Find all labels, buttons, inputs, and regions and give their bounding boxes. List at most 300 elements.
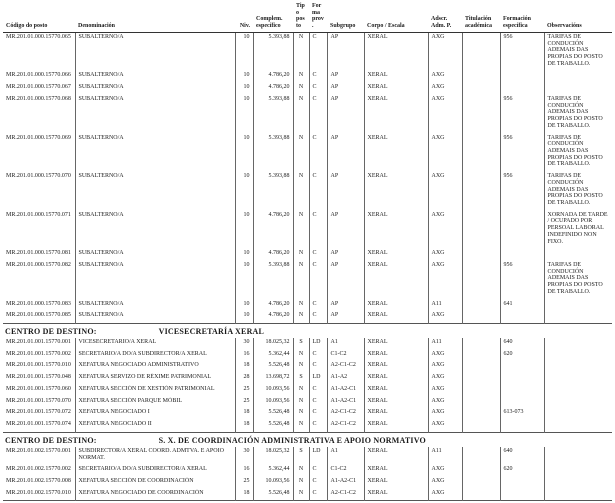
cell-formacion: 620 [500, 465, 544, 477]
cell-niv: 10 [235, 33, 253, 72]
cell-codigo: MR.201.01.000.15770.069 [6, 134, 71, 141]
table-row [3, 361, 612, 373]
cell-complem: 5.526,48 [253, 420, 293, 432]
cell-formacion [500, 249, 544, 261]
cell-subgrupo: A1-A2-C1 [327, 477, 364, 489]
cell-tipo: S [293, 338, 309, 350]
table-row [3, 338, 612, 350]
cell-titulacion [462, 249, 500, 261]
cell-forma: C [309, 408, 327, 420]
cell-codigo: MR.201.01.001.15770.070 [6, 397, 71, 404]
cell-niv: 18 [235, 420, 253, 432]
cell-subgrupo: A1 [327, 447, 364, 465]
cell-codigo: MR.201.01.000.15770.083 [6, 300, 71, 307]
cell-complem: 5.393,88 [253, 134, 293, 173]
cell-niv: 10 [235, 95, 253, 134]
cell-codigo: MR.201.01.000.15770.065 [6, 33, 71, 40]
cell-adscr: A11 [428, 338, 462, 350]
table-row [3, 211, 612, 250]
cell-corpo: XERAL [364, 361, 428, 373]
cell-titulacion [462, 211, 500, 250]
table-row [3, 350, 612, 362]
cell-tipo: N [293, 350, 309, 362]
cell-niv: 10 [235, 249, 253, 261]
cell-adscr: AXG [428, 261, 462, 300]
cell-forma: C [309, 477, 327, 489]
cell-observacions [544, 83, 612, 95]
cell-niv: 25 [235, 385, 253, 397]
centro-de-destino-heading [3, 433, 612, 447]
cell-observacions: TARIFAS DE CONDUCIÓN ADEMAIS DAS PROPIAS DO POSTO DE TRABALLO. [544, 33, 612, 72]
cell-forma: C [309, 83, 327, 95]
cell-codigo: MR.201.01.001.15770.010 [6, 362, 71, 369]
cell-titulacion [462, 338, 500, 350]
cell-adscr: AXG [428, 465, 462, 477]
cell-niv: 16 [235, 350, 253, 362]
cell-denominacion: SECRETARIO/A DO/A SUBDIRECTOR/A XERAL [75, 465, 235, 477]
cell-forma: LD [309, 338, 327, 350]
cell-niv: 10 [235, 261, 253, 300]
cell-complem: 18.025,32 [253, 338, 293, 350]
cell-forma: C [309, 95, 327, 134]
cell-forma: C [309, 420, 327, 432]
cell-titulacion [462, 350, 500, 362]
table-row [3, 300, 612, 312]
cell-observacions: TARIFAS DE CONDUCIÓN ADEMAIS DAS PROPIAS DO POSTO DE TRABALLO. [544, 172, 612, 211]
centro-name: VICESECRETARÍA XERAL [158, 327, 265, 337]
cell-subgrupo: AP [327, 300, 364, 312]
cell-corpo: XERAL [364, 95, 428, 134]
cell-niv: 30 [235, 447, 253, 465]
cell-subgrupo: A2-C1-C2 [327, 489, 364, 501]
table-row [3, 83, 612, 95]
cell-titulacion [462, 33, 500, 72]
cell-observacions [544, 447, 612, 465]
cell-corpo: XERAL [364, 385, 428, 397]
cell-titulacion [462, 397, 500, 409]
cell-corpo: XERAL [364, 83, 428, 95]
section-table [3, 338, 612, 433]
table-row [3, 95, 612, 134]
cell-adscr: AXG [428, 211, 462, 250]
cell-corpo: XERAL [364, 134, 428, 173]
cell-niv: 10 [235, 134, 253, 173]
cell-codigo: MR.201.01.001.15770.072 [6, 409, 71, 416]
cell-corpo: XERAL [364, 71, 428, 83]
cell-denominacion: SECRETARIO/A DO/A SUBDIRECTOR/A XERAL [75, 350, 235, 362]
cell-complem: 18.025,32 [253, 447, 293, 465]
cell-observacions [544, 361, 612, 373]
cell-corpo: XERAL [364, 420, 428, 432]
cell-complem: 4.786,20 [253, 311, 293, 323]
cell-corpo: XERAL [364, 477, 428, 489]
cell-denominacion: SUBALTERNO/A [75, 134, 235, 173]
cell-codigo: MR.201.01.001.15770.001 [6, 339, 71, 346]
table-row [3, 33, 612, 72]
cell-tipo: N [293, 408, 309, 420]
table-row [3, 373, 612, 385]
cell-tipo: N [293, 420, 309, 432]
cell-subgrupo: AP [327, 71, 364, 83]
col-header-adscr: Adscr. Adm. P. [431, 16, 452, 30]
cell-subgrupo: C1-C2 [327, 350, 364, 362]
cell-denominacion: XEFATURA SERVIZO DE RÉXIME PATRIMONIAL [75, 373, 235, 385]
cell-tipo: N [293, 172, 309, 211]
cell-tipo: N [293, 134, 309, 173]
cell-corpo: XERAL [364, 338, 428, 350]
cell-codigo: MR.201.01.001.15770.048 [6, 374, 71, 381]
cell-tipo: N [293, 361, 309, 373]
cell-codigo: MR.201.01.002.15770.002 [6, 466, 71, 473]
cell-corpo: XERAL [364, 489, 428, 501]
cell-codigo: MR.201.01.000.15770.085 [6, 312, 71, 319]
cell-subgrupo: A2-C1-C2 [327, 361, 364, 373]
cell-observacions [544, 373, 612, 385]
cell-niv: 25 [235, 477, 253, 489]
cell-subgrupo: AP [327, 134, 364, 173]
cell-codigo: MR.201.01.002.15770.001 [6, 447, 71, 454]
cell-subgrupo: A1-A2-C1 [327, 397, 364, 409]
cell-titulacion [462, 95, 500, 134]
table-row [3, 172, 612, 211]
cell-titulacion [462, 420, 500, 432]
cell-tipo: N [293, 71, 309, 83]
cell-denominacion: SUBALTERNO/A [75, 172, 235, 211]
cell-observacions: TARIFAS DE CONDUCIÓN ADEMAIS DAS PROPIAS DO POSTO DE TRABALLO. [544, 95, 612, 134]
cell-denominacion: XEFATURA NEGOCIADO ADMINISTRATIVO [75, 361, 235, 373]
cell-titulacion [462, 300, 500, 312]
cell-adscr: AXG [428, 33, 462, 72]
col-header-niv: Niv. [239, 23, 250, 30]
cell-niv: 28 [235, 373, 253, 385]
cell-niv: 25 [235, 397, 253, 409]
cell-niv: 10 [235, 172, 253, 211]
cell-complem: 4.786,20 [253, 211, 293, 250]
cell-corpo: XERAL [364, 300, 428, 312]
col-header-corpo: Corpo / Escala [367, 23, 405, 30]
cell-subgrupo: AP [327, 95, 364, 134]
cell-adscr: AXG [428, 249, 462, 261]
cell-formacion: 640 [500, 447, 544, 465]
cell-titulacion [462, 447, 500, 465]
cell-corpo: XERAL [364, 33, 428, 72]
cell-formacion [500, 71, 544, 83]
cell-corpo: XERAL [364, 249, 428, 261]
cell-formacion: 956 [500, 33, 544, 72]
cell-denominacion: SUBALTERNO/A [75, 211, 235, 250]
cell-adscr: AXG [428, 477, 462, 489]
cell-tipo: N [293, 477, 309, 489]
cell-formacion [500, 397, 544, 409]
cell-complem: 5.362,44 [253, 465, 293, 477]
cell-titulacion [462, 373, 500, 385]
cell-subgrupo: AP [327, 211, 364, 250]
cell-tipo: N [293, 385, 309, 397]
table-row [3, 408, 612, 420]
cell-codigo: MR.201.01.001.15770.002 [6, 350, 71, 357]
col-header-denominacion: Denominación [78, 23, 116, 30]
cell-formacion: 613-073 [500, 408, 544, 420]
cell-observacions [544, 249, 612, 261]
cell-observacions [544, 465, 612, 477]
cell-forma: C [309, 489, 327, 501]
cell-adscr: AXG [428, 311, 462, 323]
cell-observacions [544, 385, 612, 397]
cell-observacions [544, 71, 612, 83]
cell-titulacion [462, 71, 500, 83]
cell-tipo: N [293, 33, 309, 72]
cell-codigo: MR.201.01.000.15770.081 [6, 250, 71, 257]
cell-denominacion: XEFATURA SECCIÓN PARQUE MÓBIL [75, 397, 235, 409]
cell-denominacion: VICESECRETARIO/A XERAL [75, 338, 235, 350]
cell-complem: 5.393,88 [253, 261, 293, 300]
cell-forma: C [309, 385, 327, 397]
cell-denominacion: XEFATURA NEGOCIADO DE COORDINACIÓN [75, 489, 235, 501]
cell-formacion: 956 [500, 95, 544, 134]
cell-formacion: 956 [500, 172, 544, 211]
col-header-codigo: Código do posto [6, 23, 48, 30]
cell-formacion: 640 [500, 338, 544, 350]
cell-forma: LD [309, 373, 327, 385]
cell-tipo: N [293, 249, 309, 261]
cell-titulacion [462, 83, 500, 95]
section-table [3, 33, 612, 324]
col-header-observacions: Observacións [547, 23, 582, 30]
cell-subgrupo: A2-C1-C2 [327, 408, 364, 420]
cell-forma: LD [309, 447, 327, 465]
cell-forma: C [309, 134, 327, 173]
cell-tipo: S [293, 447, 309, 465]
cell-observacions: TARIFAS DE CONDUCIÓN ADEMAIS DAS PROPIAS DO POSTO DE TRABALLO. [544, 134, 612, 173]
cell-observacions [544, 350, 612, 362]
cell-codigo: MR.201.01.001.15770.060 [6, 385, 71, 392]
cell-subgrupo: C1-C2 [327, 465, 364, 477]
cell-complem: 5.393,88 [253, 95, 293, 134]
cell-corpo: XERAL [364, 172, 428, 211]
cell-corpo: XERAL [364, 465, 428, 477]
cell-formacion [500, 489, 544, 501]
cell-complem: 5.526,48 [253, 408, 293, 420]
cell-corpo: XERAL [364, 397, 428, 409]
cell-corpo: XERAL [364, 373, 428, 385]
cell-tipo: N [293, 465, 309, 477]
cell-adscr: AXG [428, 350, 462, 362]
cell-complem: 5.362,44 [253, 350, 293, 362]
cell-observacions [544, 397, 612, 409]
cell-complem: 4.786,20 [253, 71, 293, 83]
cell-observacions [544, 311, 612, 323]
cell-forma: C [309, 361, 327, 373]
cell-codigo: MR.201.01.000.15770.066 [6, 72, 71, 79]
cell-observacions [544, 300, 612, 312]
cell-forma: C [309, 300, 327, 312]
cell-denominacion: SUBALTERNO/A [75, 249, 235, 261]
cell-complem: 10.093,56 [253, 397, 293, 409]
col-header-tipo: Tipo posto [296, 3, 305, 30]
cell-formacion [500, 477, 544, 489]
cell-codigo: MR.201.01.000.15770.071 [6, 211, 71, 218]
cell-formacion [500, 361, 544, 373]
cell-codigo: MR.201.01.002.15770.008 [6, 477, 71, 484]
cell-complem: 5.393,88 [253, 33, 293, 72]
cell-subgrupo: AP [327, 261, 364, 300]
cell-complem: 13.698,72 [253, 373, 293, 385]
cell-subgrupo: AP [327, 249, 364, 261]
cell-tipo: N [293, 300, 309, 312]
cell-corpo: XERAL [364, 261, 428, 300]
cell-observacions [544, 489, 612, 501]
cell-adscr: AXG [428, 420, 462, 432]
cell-subgrupo: AP [327, 172, 364, 211]
cell-codigo: MR.201.01.000.15770.082 [6, 262, 71, 268]
cell-adscr: A11 [428, 300, 462, 312]
cell-titulacion [462, 489, 500, 501]
cell-corpo: XERAL [364, 350, 428, 362]
cell-corpo: XERAL [364, 408, 428, 420]
centro-de-destino-heading [3, 324, 612, 338]
cell-adscr: AXG [428, 172, 462, 211]
table-row [3, 447, 612, 465]
cell-titulacion [462, 361, 500, 373]
cell-adscr: AXG [428, 134, 462, 173]
cell-formacion [500, 211, 544, 250]
table-row [3, 420, 612, 432]
cell-forma: C [309, 249, 327, 261]
cell-titulacion [462, 385, 500, 397]
table-row [3, 134, 612, 173]
cell-titulacion [462, 408, 500, 420]
cell-titulacion [462, 261, 500, 300]
cell-observacions [544, 477, 612, 489]
table-row [3, 465, 612, 477]
cell-niv: 10 [235, 311, 253, 323]
cell-titulacion [462, 134, 500, 173]
table-row [3, 397, 612, 409]
cell-niv: 16 [235, 465, 253, 477]
cell-denominacion: SUBALTERNO/A [75, 261, 235, 300]
cell-formacion: 956 [500, 134, 544, 173]
cell-denominacion: SUBALTERNO/A [75, 300, 235, 312]
cell-formacion [500, 420, 544, 432]
cell-adscr: AXG [428, 408, 462, 420]
cell-codigo: MR.201.01.000.15770.070 [6, 173, 71, 180]
cell-codigo: MR.201.01.000.15770.068 [6, 95, 71, 102]
cell-subgrupo: AP [327, 311, 364, 323]
cell-corpo: XERAL [364, 211, 428, 250]
cell-niv: 18 [235, 361, 253, 373]
cell-formacion [500, 83, 544, 95]
cell-adscr: AXG [428, 397, 462, 409]
cell-adscr: AXG [428, 489, 462, 501]
cell-denominacion: SUBALTERNO/A [75, 33, 235, 72]
cell-titulacion [462, 172, 500, 211]
cell-adscr: AXG [428, 95, 462, 134]
cell-adscr: AXG [428, 71, 462, 83]
cell-tipo: N [293, 83, 309, 95]
cell-niv: 18 [235, 408, 253, 420]
cell-complem: 4.786,20 [253, 300, 293, 312]
cell-denominacion: XEFATURA SECCIÓN DE XESTIÓN PATRIMONIAL [75, 385, 235, 397]
cell-complem: 4.786,20 [253, 249, 293, 261]
cell-tipo: N [293, 95, 309, 134]
table-row [3, 311, 612, 323]
cell-formacion [500, 385, 544, 397]
cell-formacion: 956 [500, 261, 544, 300]
cell-denominacion: SUBALTERNO/A [75, 311, 235, 323]
cell-subgrupo: A1-A2-C1 [327, 385, 364, 397]
cell-denominacion: SUBALTERNO/A [75, 71, 235, 83]
cell-adscr: AXG [428, 373, 462, 385]
col-header-titulacion: Titulación académica [465, 16, 492, 30]
cell-formacion: 641 [500, 300, 544, 312]
cell-codigo: MR.201.01.001.15770.074 [6, 421, 71, 428]
cell-tipo: N [293, 397, 309, 409]
cell-niv: 10 [235, 211, 253, 250]
cell-niv: 18 [235, 489, 253, 501]
cell-denominacion: SUBALTERNO/A [75, 83, 235, 95]
cell-adscr: AXG [428, 83, 462, 95]
cell-observacions [544, 338, 612, 350]
cell-observacions: XORNADA DE TARDE / OCUPADO POR PERSOAL LABORAL INDEFINIDO NON FIXO. [544, 211, 612, 250]
cell-tipo: S [293, 373, 309, 385]
cell-forma: C [309, 71, 327, 83]
cell-forma: C [309, 350, 327, 362]
cell-adscr: AXG [428, 361, 462, 373]
centro-label: CENTRO DE DESTINO: [5, 327, 97, 337]
cell-tipo: N [293, 489, 309, 501]
cell-denominacion: SUBDIRECTOR/A XERAL COORD. ADMTVA. E APOIO NORMAT. [75, 447, 235, 465]
cell-formacion [500, 373, 544, 385]
table-row [3, 249, 612, 261]
cell-forma: C [309, 172, 327, 211]
cell-subgrupo: AP [327, 83, 364, 95]
cell-complem: 10.093,56 [253, 385, 293, 397]
cell-niv: 30 [235, 338, 253, 350]
table-row [3, 489, 612, 501]
col-header-subgrupo: Subgrupo [330, 23, 356, 30]
col-header-formacion: Formación específica [503, 16, 531, 30]
cell-subgrupo: A2-C1-C2 [327, 420, 364, 432]
cell-observacions: TARIFAS DE CONDUCIÓN ADEMAIS DAS PROPIAS DO POSTO DE TRABALLO. [544, 261, 612, 300]
cell-tipo: N [293, 261, 309, 300]
cell-corpo: XERAL [364, 447, 428, 465]
cell-forma: C [309, 33, 327, 72]
table-row [3, 71, 612, 83]
cell-forma: C [309, 261, 327, 300]
cell-complem: 5.526,48 [253, 361, 293, 373]
cell-adscr: AXG [428, 385, 462, 397]
cell-formacion [500, 311, 544, 323]
col-header-forma: Forma prov. [312, 3, 324, 30]
cell-codigo: MR.201.01.000.15770.067 [6, 84, 71, 91]
cell-tipo: N [293, 311, 309, 323]
centro-name: S. X. DE COORDINACIÓN ADMINISTRATIVA E APOIO NORMATIVO [158, 435, 426, 445]
cell-niv: 10 [235, 71, 253, 83]
cell-tipo: N [293, 211, 309, 250]
cell-denominacion: XEFATURA NEGOCIADO I [75, 408, 235, 420]
cell-niv: 10 [235, 300, 253, 312]
cell-complem: 5.526,48 [253, 489, 293, 501]
table-row [3, 477, 612, 489]
cell-forma: C [309, 311, 327, 323]
cell-titulacion [462, 477, 500, 489]
cell-complem: 10.093,56 [253, 477, 293, 489]
cell-subgrupo: A1 [327, 338, 364, 350]
table-row [3, 385, 612, 397]
cell-titulacion [462, 311, 500, 323]
cell-adscr: A11 [428, 447, 462, 465]
cell-complem: 5.393,88 [253, 172, 293, 211]
